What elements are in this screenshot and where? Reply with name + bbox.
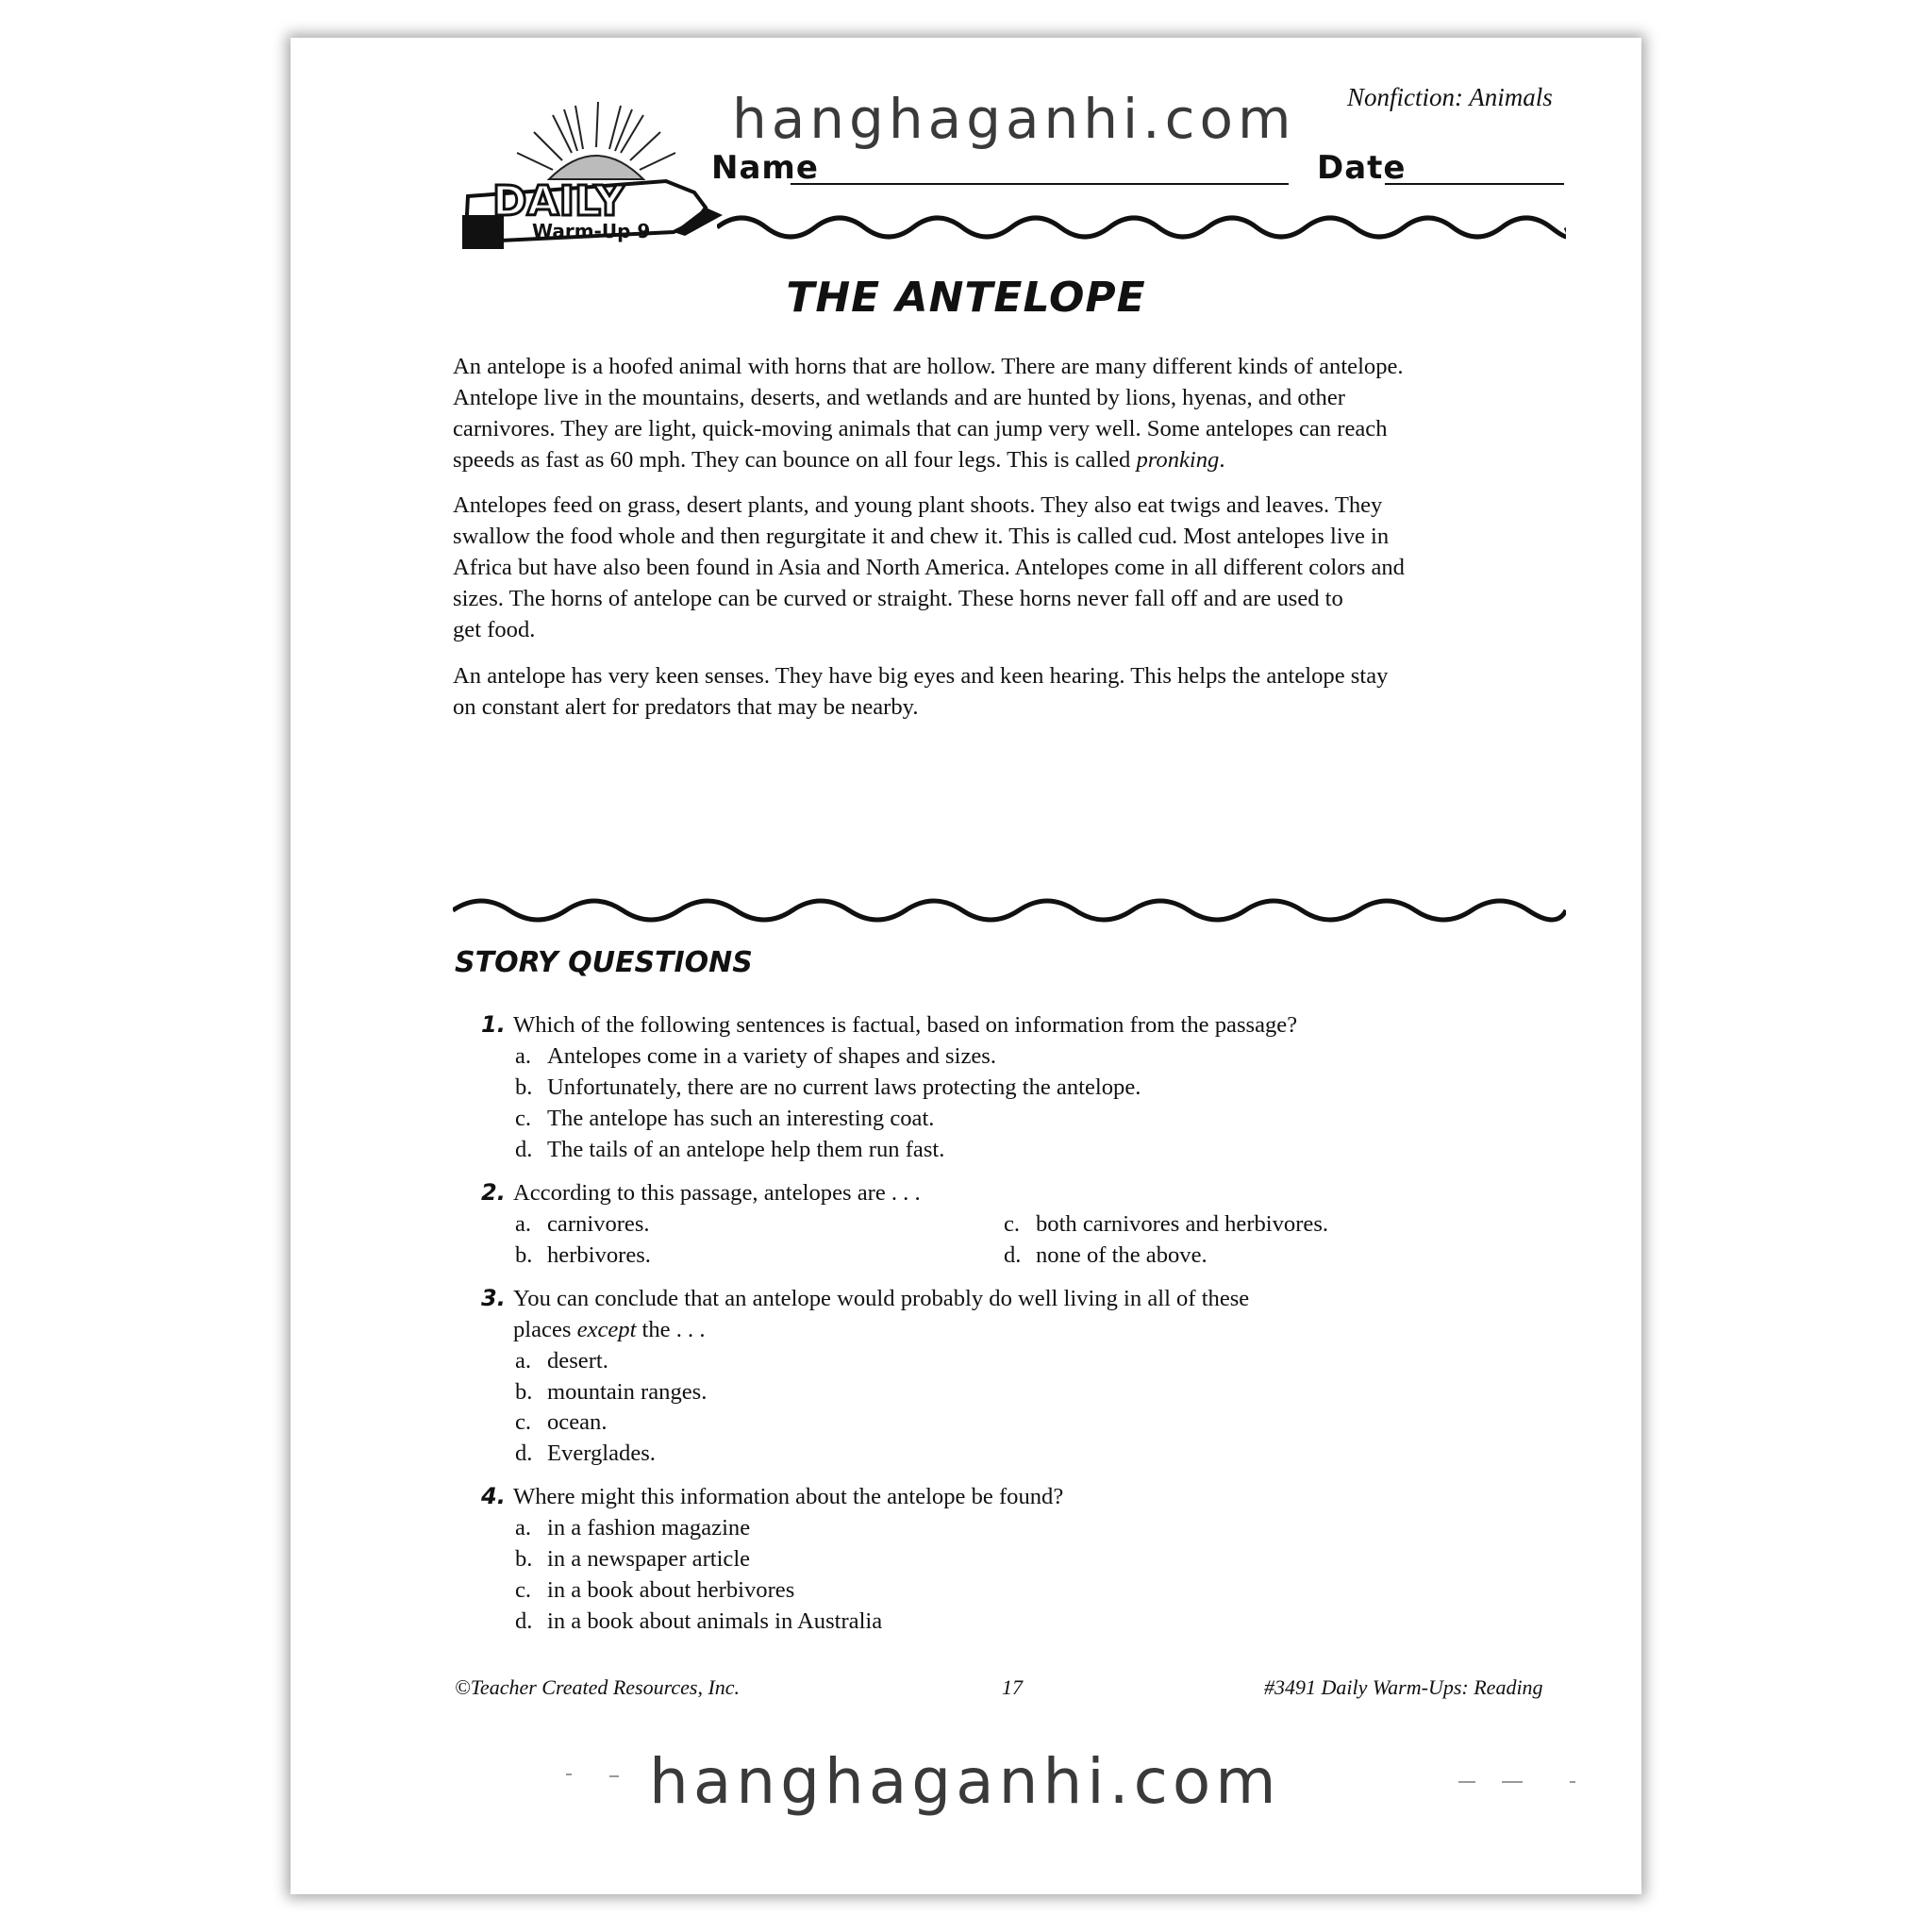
paragraph-line: swallow the food whole and then regurgitate it and chew it. This is called cud. Most antelopes live in xyxy=(453,524,1390,549)
option-text: ocean. xyxy=(547,1409,608,1435)
footer-copyright: ©Teacher Created Resources, Inc. xyxy=(455,1675,741,1699)
option-letter: d. xyxy=(1004,1242,1022,1268)
option-letter: b. xyxy=(515,1074,533,1100)
option-text: Antelopes come in a variety of shapes and sizes. xyxy=(547,1043,997,1069)
option-text: mountain ranges. xyxy=(547,1379,708,1405)
scan-speck xyxy=(609,1775,619,1777)
option-text: carnivores. xyxy=(547,1211,650,1237)
option-letter: d. xyxy=(515,1608,533,1634)
paragraph-line: An antelope has very keen senses. They have big eyes and keen hearing. This helps the antelope stay xyxy=(453,663,1389,689)
section-wave-divider xyxy=(453,898,1566,923)
scan-speck xyxy=(1570,1781,1575,1783)
category-label: Nonfiction: Animals xyxy=(1347,83,1553,111)
daily-warmup-logo xyxy=(458,94,723,264)
question-text: According to this passage, antelopes are . . . xyxy=(513,1180,921,1206)
text-run: . xyxy=(1219,447,1225,473)
name-label: Name xyxy=(711,149,819,187)
answer-option[interactable] xyxy=(515,1606,882,1637)
option-text: both carnivores and herbivores. xyxy=(1036,1211,1329,1237)
logo-daily-text: DAILY xyxy=(492,177,625,225)
question-number: 3. xyxy=(481,1285,506,1311)
question-text: Where might this information about the antelope be found? xyxy=(513,1484,1064,1509)
question-text: You can conclude that an antelope would probably do well living in all of these xyxy=(513,1286,1250,1311)
option-text: Everglades. xyxy=(547,1441,656,1466)
scan-speck xyxy=(1502,1781,1523,1783)
header-wave-divider xyxy=(717,215,1566,240)
option-letter: a. xyxy=(515,1043,532,1069)
option-text: in a fashion magazine xyxy=(547,1515,751,1541)
paragraph-line: carnivores. They are light, quick-moving animals that can jump very well. Some antelopes can reach xyxy=(453,416,1388,441)
option-letter: b. xyxy=(515,1379,533,1405)
story-questions-title: STORY QUESTIONS xyxy=(455,946,753,979)
watermark-top: hanghaganhi.com xyxy=(732,87,1296,151)
answer-option[interactable] xyxy=(515,1512,750,1543)
paragraph-line: Antelopes feed on grass, desert plants, and young plant shoots. They also eat twigs and leaves. They xyxy=(453,492,1383,518)
option-letter: d. xyxy=(515,1441,533,1466)
answer-option[interactable] xyxy=(1004,1240,1208,1271)
scan-speck xyxy=(566,1774,572,1775)
option-letter: d. xyxy=(515,1137,533,1162)
passage-paragraph-2 xyxy=(453,490,1566,645)
answer-option[interactable] xyxy=(515,1041,996,1072)
question-text xyxy=(513,1314,706,1345)
paragraph-line: Antelope live in the mountains, deserts, and wetlands and are hunted by lions, hyenas, and other xyxy=(453,385,1345,410)
question-number: 4. xyxy=(481,1483,506,1509)
passage-paragraph-1 xyxy=(453,351,1566,475)
answer-option[interactable] xyxy=(515,1574,794,1606)
question-number: 1. xyxy=(481,1011,506,1038)
emphasis-term: except xyxy=(576,1317,637,1342)
option-letter: b. xyxy=(515,1546,533,1572)
scan-speck xyxy=(1458,1781,1475,1783)
date-label: Date xyxy=(1317,149,1407,187)
watermark-bottom: hanghaganhi.com xyxy=(649,1745,1281,1818)
question-text: Which of the following sentences is factual, based on information from the passage? xyxy=(513,1012,1298,1038)
footer-page-number: 17 xyxy=(1002,1675,1023,1699)
answer-option[interactable] xyxy=(515,1134,944,1165)
option-text: The antelope has such an interesting coat. xyxy=(547,1106,935,1131)
option-letter: b. xyxy=(515,1242,533,1268)
paragraph-line: get food. xyxy=(453,617,536,642)
option-text: The tails of an antelope help them run fast. xyxy=(547,1137,945,1162)
paragraph-line: sizes. The horns of antelope can be curved or straight. These horns never fall off and are used to xyxy=(453,586,1343,611)
answer-option[interactable] xyxy=(515,1407,608,1438)
answer-option[interactable] xyxy=(515,1072,1141,1103)
question-number: 2. xyxy=(481,1179,506,1206)
option-letter: a. xyxy=(515,1515,532,1541)
answer-option[interactable] xyxy=(1004,1208,1328,1240)
date-field[interactable] xyxy=(1385,183,1564,185)
answer-option[interactable] xyxy=(515,1345,608,1376)
option-letter: a. xyxy=(515,1211,532,1237)
answer-option[interactable] xyxy=(515,1208,650,1240)
emphasis-term: pronking xyxy=(1136,447,1220,473)
option-letter: a. xyxy=(515,1348,532,1374)
text-run: places xyxy=(513,1317,577,1342)
answer-option[interactable] xyxy=(515,1240,651,1271)
text-run: the . . . xyxy=(636,1317,706,1342)
footer-book-title: #3491 Daily Warm-Ups: Reading xyxy=(1264,1675,1543,1699)
option-text: desert. xyxy=(547,1348,608,1374)
option-text: in a book about animals in Australia xyxy=(547,1608,883,1634)
option-text: herbivores. xyxy=(547,1242,651,1268)
passage-paragraph-3 xyxy=(453,660,1566,723)
logo-warmup-text: Warm-Up 9 xyxy=(532,220,651,242)
option-text: in a book about herbivores xyxy=(547,1577,795,1603)
option-letter: c. xyxy=(515,1577,532,1603)
option-text: in a newspaper article xyxy=(547,1546,751,1572)
paragraph-line xyxy=(453,444,1566,475)
option-letter: c. xyxy=(515,1106,532,1131)
text-run: speeds as fast as 60 mph. They can bounce on all four legs. This is called xyxy=(453,447,1137,473)
paragraph-line: An antelope is a hoofed animal with horns that are hollow. There are many different kinds of antelope. xyxy=(453,354,1404,379)
answer-option[interactable] xyxy=(515,1438,656,1469)
option-text: none of the above. xyxy=(1036,1242,1208,1268)
option-text: Unfortunately, there are no current laws protecting the antelope. xyxy=(547,1074,1141,1100)
name-field[interactable] xyxy=(791,183,1289,185)
page-title: THE ANTELOPE xyxy=(786,274,1146,322)
paragraph-line: on constant alert for predators that may be nearby. xyxy=(453,694,919,720)
paragraph-line: Africa but have also been found in Asia and North America. Antelopes come in all different colors and xyxy=(453,555,1405,580)
answer-option[interactable] xyxy=(515,1543,750,1574)
option-letter: c. xyxy=(1004,1211,1021,1237)
option-letter: c. xyxy=(515,1409,532,1435)
answer-option[interactable] xyxy=(515,1376,707,1407)
answer-option[interactable] xyxy=(515,1103,934,1134)
